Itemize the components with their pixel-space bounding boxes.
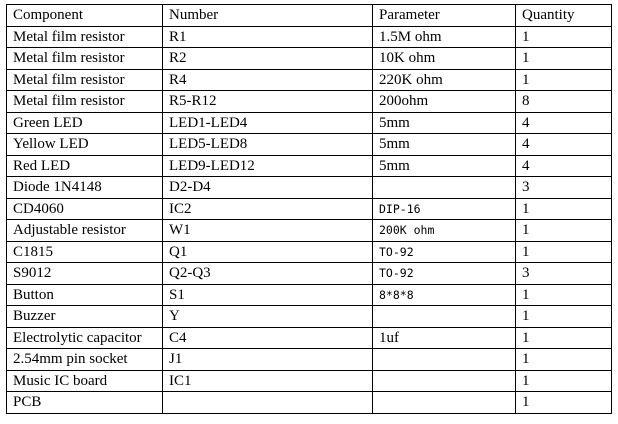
cell-quantity: 8 (516, 91, 612, 113)
cell-component: Adjustable resistor (7, 220, 163, 242)
cell-parameter: 200K ohm (373, 220, 516, 242)
cell-parameter: 1.5M ohm (373, 26, 516, 48)
cell-quantity: 1 (516, 220, 612, 242)
table-row (7, 263, 612, 285)
cell-parameter: 5mm (373, 112, 516, 134)
table-row (7, 112, 612, 134)
header-quantity: Quantity (516, 5, 612, 27)
cell-number: W1 (163, 220, 373, 242)
cell-component: Red LED (7, 155, 163, 177)
cell-parameter: 10K ohm (373, 48, 516, 70)
cell-parameter (373, 177, 516, 199)
cell-quantity: 3 (516, 177, 612, 199)
cell-number: Y (163, 306, 373, 328)
table-row (7, 26, 612, 48)
cell-number: R2 (163, 48, 373, 70)
cell-component: S9012 (7, 263, 163, 285)
cell-component: Music IC board (7, 370, 163, 392)
cell-component: Metal film resistor (7, 69, 163, 91)
cell-component: CD4060 (7, 198, 163, 220)
header-component: Component (7, 5, 163, 27)
cell-parameter: 1uf (373, 327, 516, 349)
cell-quantity: 4 (516, 134, 612, 156)
cell-number: R1 (163, 26, 373, 48)
cell-quantity: 1 (516, 26, 612, 48)
cell-parameter: 5mm (373, 155, 516, 177)
cell-quantity: 1 (516, 198, 612, 220)
table-row (7, 134, 612, 156)
cell-number: LED5-LED8 (163, 134, 373, 156)
cell-parameter: 220K ohm (373, 69, 516, 91)
cell-quantity: 1 (516, 327, 612, 349)
component-table (6, 4, 612, 414)
cell-parameter: TO-92 (373, 263, 516, 285)
cell-quantity: 1 (516, 69, 612, 91)
cell-quantity: 1 (516, 349, 612, 371)
cell-number: IC1 (163, 370, 373, 392)
cell-parameter: 8*8*8 (373, 284, 516, 306)
cell-parameter: 200ohm (373, 91, 516, 113)
cell-quantity: 4 (516, 155, 612, 177)
cell-number: C4 (163, 327, 373, 349)
cell-number: LED9-LED12 (163, 155, 373, 177)
table-row (7, 198, 612, 220)
cell-number: Q2-Q3 (163, 263, 373, 285)
cell-quantity: 1 (516, 241, 612, 263)
cell-number: S1 (163, 284, 373, 306)
cell-component: Metal film resistor (7, 48, 163, 70)
cell-quantity: 4 (516, 112, 612, 134)
cell-parameter (373, 349, 516, 371)
table-row (7, 306, 612, 328)
cell-component: 2.54mm pin socket (7, 349, 163, 371)
table-row (7, 48, 612, 70)
cell-component: Button (7, 284, 163, 306)
cell-number: Q1 (163, 241, 373, 263)
cell-number: IC2 (163, 198, 373, 220)
cell-component: Metal film resistor (7, 91, 163, 113)
cell-component: Metal film resistor (7, 26, 163, 48)
cell-parameter: 5mm (373, 134, 516, 156)
cell-quantity: 3 (516, 263, 612, 285)
table-row (7, 69, 612, 91)
cell-quantity: 1 (516, 48, 612, 70)
table-row (7, 241, 612, 263)
cell-number: J1 (163, 349, 373, 371)
cell-number: D2-D4 (163, 177, 373, 199)
cell-number: LED1-LED4 (163, 112, 373, 134)
table-row (7, 91, 612, 113)
cell-number: R5-R12 (163, 91, 373, 113)
table-row (7, 177, 612, 199)
table-row (7, 284, 612, 306)
table-row (7, 220, 612, 242)
cell-component: C1815 (7, 241, 163, 263)
cell-component: Yellow LED (7, 134, 163, 156)
table-row (7, 370, 612, 392)
table-row (7, 155, 612, 177)
table-row (7, 327, 612, 349)
cell-component: PCB (7, 392, 163, 414)
cell-parameter (373, 392, 516, 414)
table-header-row (7, 5, 612, 27)
cell-number: R4 (163, 69, 373, 91)
cell-parameter: TO-92 (373, 241, 516, 263)
cell-quantity: 1 (516, 306, 612, 328)
header-parameter: Parameter (373, 5, 516, 27)
cell-quantity: 1 (516, 370, 612, 392)
cell-component: Electrolytic capacitor (7, 327, 163, 349)
header-number: Number (163, 5, 373, 27)
cell-quantity: 1 (516, 284, 612, 306)
table-row (7, 349, 612, 371)
cell-parameter (373, 306, 516, 328)
cell-quantity: 1 (516, 392, 612, 414)
cell-component: Diode 1N4148 (7, 177, 163, 199)
cell-component: Green LED (7, 112, 163, 134)
cell-parameter: DIP-16 (373, 198, 516, 220)
cell-component: Buzzer (7, 306, 163, 328)
table-row (7, 392, 612, 414)
cell-parameter (373, 370, 516, 392)
cell-number (163, 392, 373, 414)
